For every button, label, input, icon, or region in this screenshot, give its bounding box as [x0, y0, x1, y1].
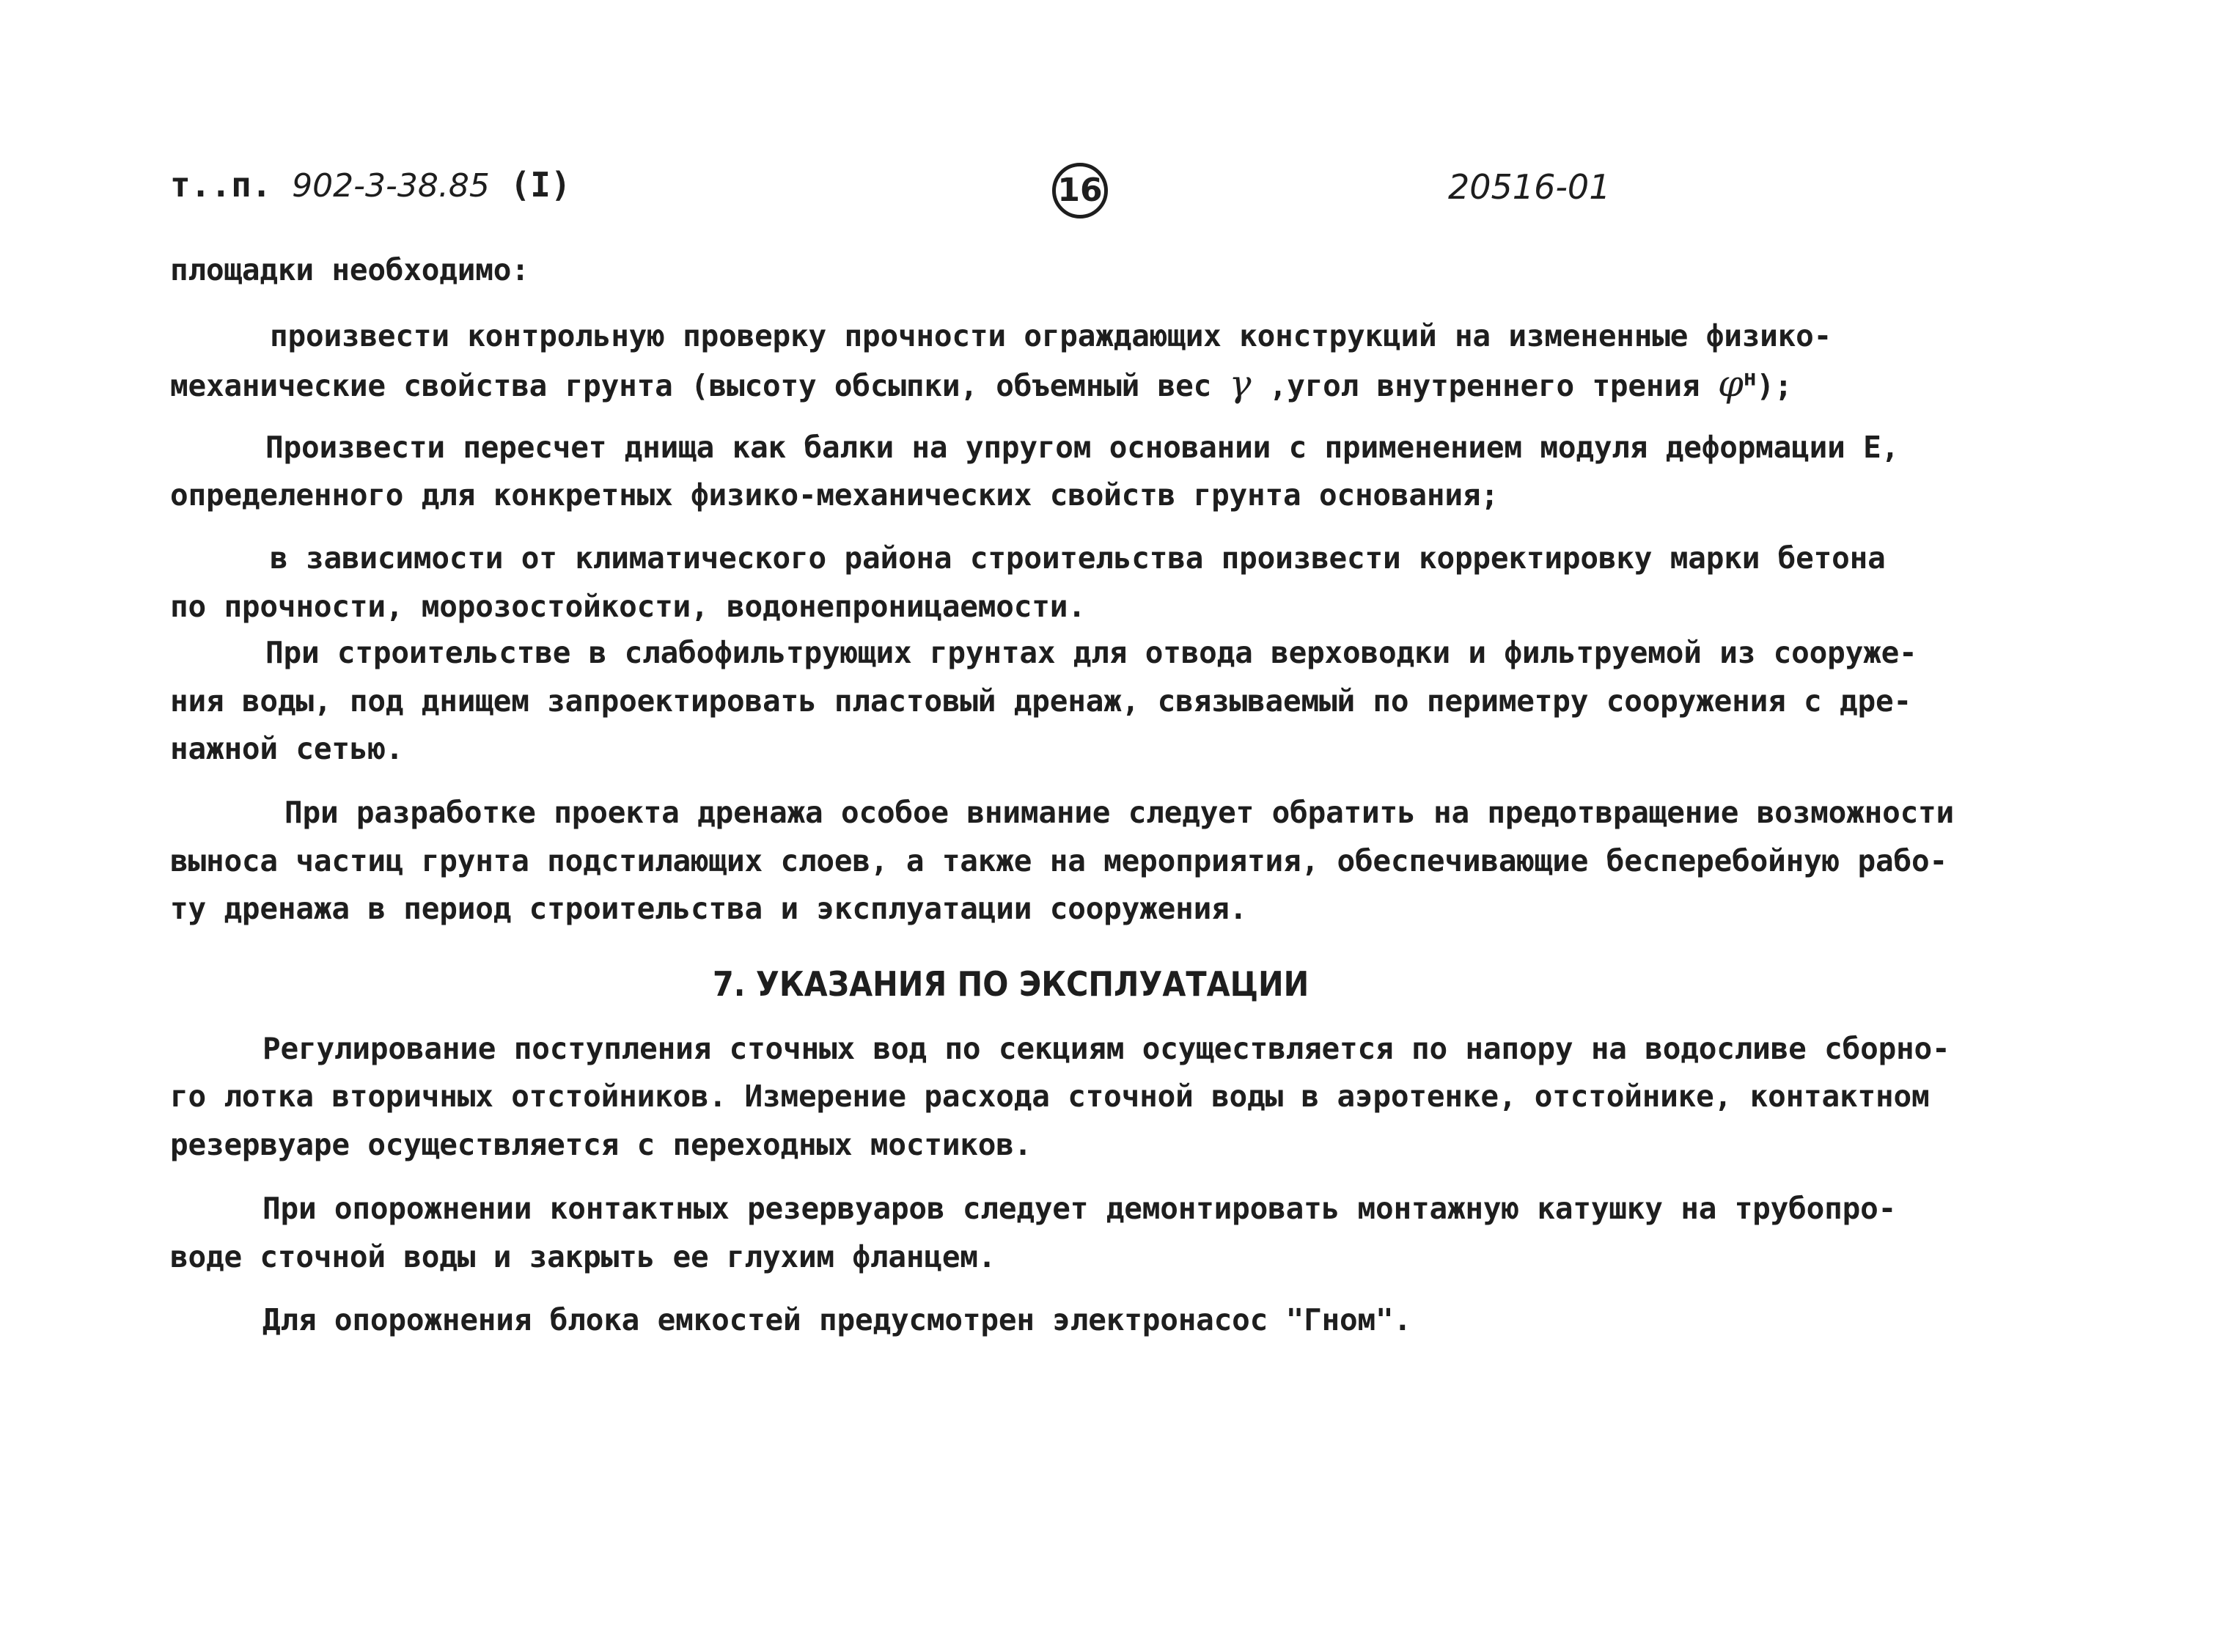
section-heading: 7. УКАЗАНИЯ ПО ЭКСПЛУАТАЦИИ [713, 964, 1309, 1004]
text-line: Регулирование поступления сточных вод по секциям осуществляется по напору на водосливе сборно- [262, 1031, 1950, 1066]
text-line: произвести контрольную проверку прочности ограждающих конструкций на измененные физико- [270, 318, 1832, 353]
text-fragment: ); [1756, 368, 1793, 403]
superscript: н [1743, 365, 1757, 392]
text-fragment: механические свойства грунта (высоту обсыпки, объемный вес [170, 368, 1230, 403]
phi-symbol: φ [1717, 362, 1744, 405]
text-line: го лотка вторичных отстойников. Измерение расхода сточной воды в аэротенке, отстойнике, контактном [170, 1079, 1930, 1114]
text-line: Для опорожнения блока емкостей предусмотрен электронасос "Гном". [262, 1302, 1411, 1337]
sheet-number-circle [1052, 163, 1108, 219]
doc-part: (I) [489, 165, 571, 205]
text-line: по прочности, морозостойкости, водонепроницаемости. [170, 589, 1086, 624]
sheet-code: 20516-01 [1448, 167, 1611, 207]
text-line: При опорожнении контактных резервуаров следует демонтировать монтажную катушку на трубопро- [262, 1191, 1897, 1226]
doc-prefix: т..п. [170, 165, 293, 205]
text-line: в зависимости от климатического района строительства произвести корректировку марки бетона [270, 540, 1886, 576]
text-line: ния воды, под днищем запроектировать пластовый дренаж, связываемый по периметру сооружения с дре- [170, 683, 1911, 719]
text-line: ту дренажа в период строительства и эксплуатации сооружения. [170, 891, 1248, 926]
text-line: площадки необходимо: [170, 252, 529, 287]
text-line: нажной сетью. [170, 731, 404, 766]
text-line-formula [170, 363, 1793, 406]
text-line: выноса частиц грунта подстилающих слоев, а также на мероприятия, обеспечивающие бесперебойную рабо- [170, 843, 1947, 878]
text-line: определенного для конкретных физико-механических свойств грунта основания; [170, 477, 1499, 513]
text-line: резервуаре осуществляется с переходных мостиков. [170, 1127, 1032, 1162]
text-line: При разработке проекта дренажа особое внимание следует обратить на предотвращение возможности [284, 795, 1955, 830]
sheet-number: 16 [1057, 172, 1103, 209]
document-designation [170, 165, 571, 205]
doc-number: 902-3-38.85 [292, 167, 490, 205]
gamma-symbol: γ [1229, 362, 1252, 405]
text-fragment: ,угол внутреннего трения [1251, 368, 1718, 403]
text-line: воде сточной воды и закрыть ее глухим фланцем. [170, 1239, 996, 1274]
text-line: Произвести пересчет днища как балки на упругом основании с применением модуля деформации Е, [265, 430, 1900, 465]
text-line: При строительстве в слабофильтрующих грунтах для отвода верховодки и фильтруемой из сооруже- [265, 635, 1917, 670]
